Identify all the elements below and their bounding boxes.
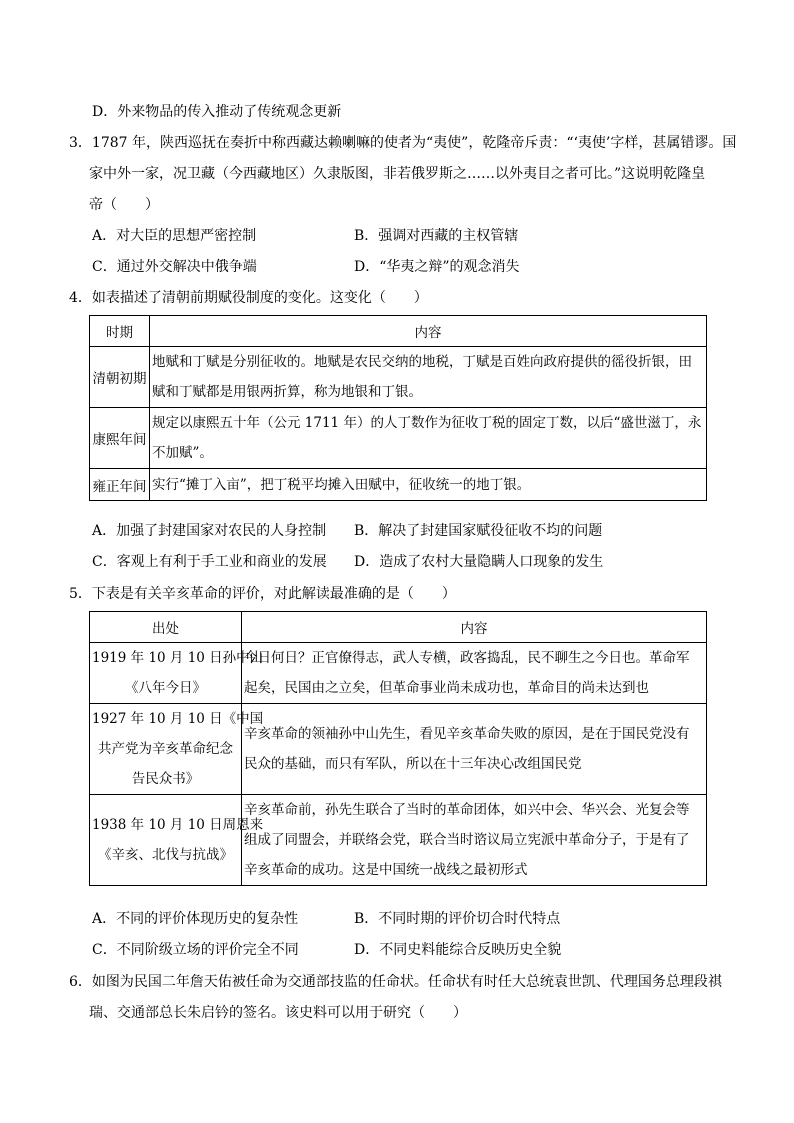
option-d: D．不同史料能综合反映历史全貌 [354,942,562,958]
option-c: C．通过外交解决中俄争端 [92,259,257,275]
question-text-line: 如图为民国二年詹天佑被任命为交通部技监的任命状。任命状有时任大总统袁世凯、代理国务总理段祺 [91,974,722,990]
content-line: 实行“摊丁入亩”，把丁税平均摊入田赋中，征收统一的地丁银。 [152,476,531,493]
table-row [90,795,707,886]
question-5 [69,579,707,610]
table-header-row [90,316,707,347]
table-row [90,704,707,795]
question-number: 5． [69,586,92,602]
question-5-options [89,904,707,966]
content-line: 辛亥革命的成功。这是中国统一战线之最初形式 [244,862,528,878]
options-row [89,547,707,578]
q5-table [89,611,707,886]
source-line: 告民众书》 [131,771,200,787]
options-row [89,935,707,966]
source-line: 1919 年 10 月 10 日孙中山 [92,650,264,666]
question-text-line: 帝（ ） [89,197,159,213]
content-cell [242,704,707,795]
option-a: A．不同的评价体现历史的复杂性 [92,911,299,927]
content-cell [150,347,707,408]
source-line: 《辛亥、北伐与抗战》 [98,847,233,863]
option-d: D．外来物品的传入推动了传统观念更新 [92,104,342,120]
table-header: 内容 [242,612,707,643]
option-d: D．造成了农村大量隐瞒人口现象的发生 [354,554,604,570]
question-text-line: 瑞、交通部总长朱启钤的签名。该史料可以用于研究（ ） [89,1005,467,1021]
option-a: A．加强了封建国家对农民的人身控制 [92,523,327,539]
question-number: 4． [69,290,92,306]
source-cell [90,795,264,886]
content-line: 组成了同盟会，并联络会党，联合当时谘议局立宪派中革命分子，于是有了 [244,832,690,848]
options-row [89,221,707,252]
content-cell [242,643,707,704]
content-line: 辛亥革命前，孙先生联合了当时的革命团体，如兴中会、华兴会、光复会等 [244,802,690,818]
table-row [90,469,707,501]
option-d: D．“华夷之辩”的观念消失 [354,259,520,275]
content-line: 规定以康熙五十年（公元 1711 年）的人丁数作为征收丁税的固定丁数，以后“盛世滋丁，永 [152,415,702,431]
q4-table [89,315,707,501]
source-cell [90,643,264,704]
options-row [89,516,707,547]
question-6 [69,967,722,1029]
question-3 [69,128,737,283]
option-a: A．对大臣的思想严密控制 [92,228,257,244]
option-b: B．不同时期的评价切合时代特点 [354,911,561,927]
question-number: 6． [69,974,92,990]
source-line: 1927 年 10 月 10 日《中国 [92,711,264,727]
options-row [89,904,707,935]
content-line: 起矣，民国由之立矣，但革命事业尚未成功也，革命目的尚未达到也 [244,680,649,696]
options-row [89,252,707,283]
content-cell [150,408,707,469]
question-4 [69,283,707,314]
question-4-options [89,516,707,578]
content-line: 赋和丁赋都是用银两折算，称为地银和丁银。 [152,384,422,400]
table-row [90,347,707,408]
question-text-line: 家中外一家，况卫藏（今西藏地区）久隶版图，非若俄罗斯之……以外夷目之者可比。”这说明乾隆皇 [89,166,706,182]
table-header: 出处 [90,612,242,643]
table-header: 内容 [150,316,707,347]
content-line: 地赋和丁赋是分别征收的。地赋是农民交纳的地税，丁赋是百姓向政府提供的徭役折银，田 [152,354,692,370]
table-row [90,408,707,469]
period-cell: 康熙年间 [90,408,150,469]
option-c: C．不同阶级立场的评价完全不同 [92,942,299,958]
question-text-line: 1787 年，陕西巡抚在奏折中称西藏达赖喇嘛的使者为“夷使”，乾隆帝斥责：“‘夷使’字样，甚属错谬。国 [91,135,737,151]
option-b: B．解决了封建国家赋役征收不均的问题 [354,523,603,539]
period-cell: 雍正年间 [90,469,150,501]
option-b: B．强调对西藏的主权管辖 [354,228,519,244]
content-line: 不加赋”。 [152,445,213,461]
question-stem: 下表是有关辛亥革命的评价，对此解读最准确的是（ ） [91,586,456,602]
question-stem: 如表描述了清朝前期赋役制度的变化。这变化（ ） [91,290,428,306]
source-line: 共产党为辛亥革命纪念 [98,741,233,757]
source-line: 1938 年 10 月 10 日周恩来 [92,817,264,833]
source-line: 《八年今日》 [125,680,206,696]
content-cell [150,469,707,501]
content-line: 民众的基础，而只有军队，所以在十三年决心改组国民党 [244,756,582,772]
table-header: 时期 [90,316,150,347]
content-line: 今日何日？正官僚得志，武人专横，政客捣乱，民不聊生之今日也。革命军 [244,650,690,666]
period-cell: 清朝初期 [90,347,150,408]
question-2-tail [89,97,707,128]
content-cell [242,795,707,886]
source-cell [90,704,264,795]
table-row [90,643,707,704]
table-header-row [90,612,707,643]
content-line: 辛亥革命的领袖孙中山先生，看见辛亥革命失败的原因，是在于国民党没有 [244,726,690,742]
question-number: 3． [69,135,92,151]
option-c: C．客观上有利于手工业和商业的发展 [92,554,327,570]
